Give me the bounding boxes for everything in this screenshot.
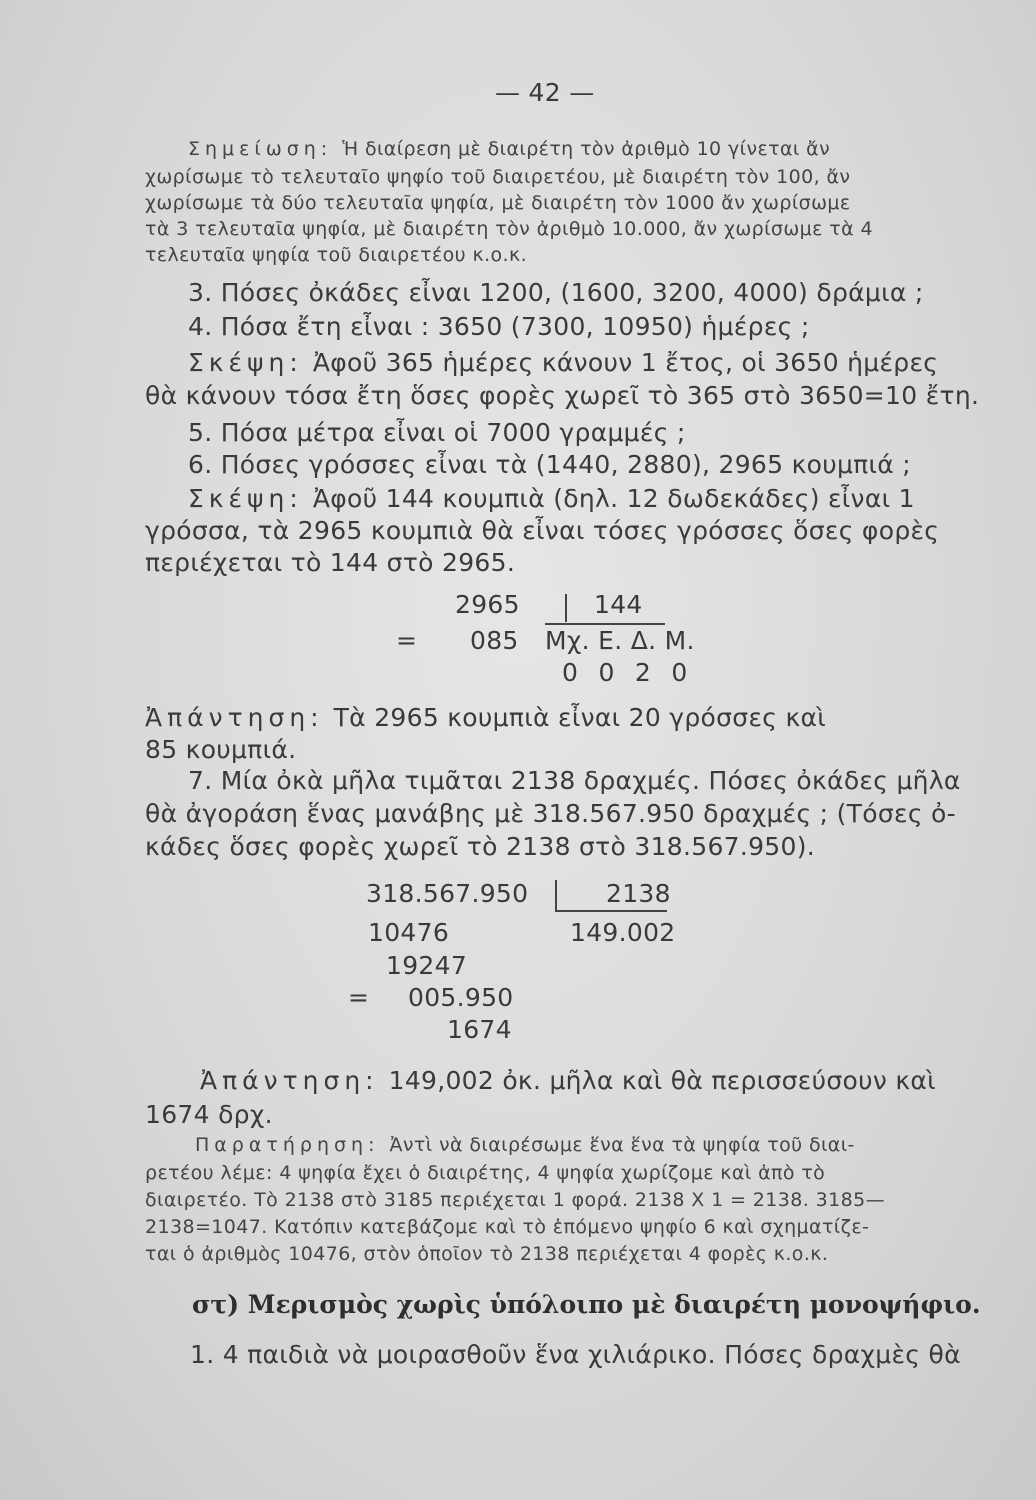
remark-label: Παρατήρηση: <box>195 1134 380 1156</box>
section-question-1: 1. 4 παιδιὰ νὰ μοιρασθοῦν ἕνα χιλιάρικο. Πόσες δραχμὲς θὰ <box>190 1340 961 1369</box>
question-6: 6. Πόσες γρόσσες εἶναι τὰ (1440, 2880), 2965 κουμπιά ; <box>188 450 912 479</box>
section-title: στ) Μερισμὸς χωρὶς ὑπόλοιπο μὲ διαιρέτη μονοψήφιο. <box>192 1290 981 1319</box>
think-2-line-1 <box>188 486 915 511</box>
remark-text: Ἀντὶ νὰ διαιρέσωμε ἕνα ἕνα τὰ ψηφία τοῦ διαι- <box>389 1134 855 1156</box>
remark-line-1 <box>195 1136 855 1155</box>
note-line-3: χωρίσωμε τὰ δύο τελευταῖα ψηφία, μὲ διαιρέτη τὸν 1000 ἄν χωρίσωμε <box>145 192 851 214</box>
note-label: Σημείωση: <box>188 138 333 160</box>
think-1-label: Σκέψη: <box>188 348 303 377</box>
remark-line-3: διαιρετέο. Τὸ 2138 στὸ 3185 περιέχεται 1 φορά. 2138 Χ 1 = 2138. 3185— <box>145 1189 885 1211</box>
division-1-dividend: 2965 <box>455 590 520 619</box>
division-2-step-3: 005.950 <box>408 983 514 1012</box>
question-7-line-3: κάδες ὅσες φορὲς χωρεῖ τὸ 2138 στὸ 318.567.950). <box>145 832 816 861</box>
division-2-step-1: 10476 <box>368 918 450 947</box>
answer-2-label: Ἀπάντηση: <box>200 1066 379 1095</box>
remark-line-2: ρετέου λέμε: 4 ψηφία ἔχει ὁ διαιρέτης, 4 ψηφία χωρίζομε καὶ ἀπὸ τὸ <box>145 1162 826 1184</box>
division-2-underline <box>555 910 667 912</box>
note-line-1 <box>188 140 1003 159</box>
division-2-step-2: 19247 <box>386 951 468 980</box>
think-1-line-2: θὰ κάνουν τόσα ἔτη ὅσες φορὲς χωρεῖ τὸ 365 στὸ 3650=10 ἔτη. <box>145 381 980 410</box>
division-1-equals: = <box>396 626 418 655</box>
page-number: — 42 — <box>495 78 595 107</box>
answer-2-line-2: 1674 δρχ. <box>145 1100 273 1129</box>
note-text: Ἡ διαίρεση μὲ διαιρέτη τὸν ἀριθμὸ 10 γίνεται ἄν <box>342 138 831 160</box>
question-7-line-1: 7. Μία ὀκὰ μῆλα τιμᾶται 2138 δραχμές. Πόσες ὀκάδες μῆλα <box>188 766 961 795</box>
remark-line-5: ται ὁ ἀριθμὸς 10476, στὸν ὁποῖον τὸ 2138 περιέχεται 4 φορὲς κ.ο.κ. <box>145 1243 829 1265</box>
division-2-equals: = <box>348 983 370 1012</box>
think-2-line-2: γρόσσα, τὰ 2965 κουμπιὰ θὰ εἶναι τόσες γρόσσες ὅσες φορὲς <box>145 516 940 545</box>
think-1-text: Ἀφοῦ 365 ἡμέρες κάνουν 1 ἔτος, οἱ 3650 ἡμέρες <box>312 348 939 377</box>
remark-line-4: 2138=1047. Κατόπιν κατεβάζομε καὶ τὸ ἑπόμενο ψηφίο 6 καὶ σχηματίζε- <box>145 1216 870 1238</box>
think-2-line-3: περιέχεται τὸ 144 στὸ 2965. <box>145 548 516 577</box>
question-7-line-2: θὰ ἀγοράση ἕνας μανάβης μὲ 318.567.950 δραχμές ; (Τόσες ὀ- <box>145 799 956 828</box>
note-line-5: τελευταῖα ψηφία τοῦ διαιρετέου κ.ο.κ. <box>145 244 528 266</box>
division-1-divisor: 144 <box>594 590 643 619</box>
answer-1-text: Τὰ 2965 κουμπιὰ εἶναι 20 γρόσσες καὶ <box>333 703 827 732</box>
division-2-quotient: 149.002 <box>570 918 676 947</box>
answer-1-line-2: 85 κουμπιά. <box>145 735 297 764</box>
division-1-quotient: 0 0 2 0 <box>562 658 688 687</box>
division-2-remainder: 1674 <box>447 1015 512 1044</box>
question-5: 5. Πόσα μέτρα εἶναι οἱ 7000 γραμμές ; <box>188 418 686 447</box>
question-4: 4. Πόσα ἔτη εἶναι : 3650 (7300, 10950) ἡμέρες ; <box>188 312 810 341</box>
question-3: 3. Πόσες ὀκάδες εἶναι 1200, (1600, 3200, 4000) δράμια ; <box>188 278 924 307</box>
think-1-line-1 <box>188 350 938 375</box>
division-2-dividend: 318.567.950 <box>366 879 529 908</box>
think-2-text: Ἀφοῦ 144 κουμπιὰ (δηλ. 12 δωδεκάδες) εἶναι 1 <box>312 484 915 513</box>
division-1-remainder: 085 <box>470 626 519 655</box>
think-2-label: Σκέψη: <box>188 484 303 513</box>
division-1-units: Μχ. Ε. Δ. Μ. <box>545 626 695 655</box>
division-1-bar <box>565 594 567 622</box>
division-1-underline <box>545 623 665 625</box>
answer-2-line-1 <box>200 1068 936 1093</box>
note-line-4: τὰ 3 τελευταῖα ψηφία, μὲ διαιρέτη τὸν ἀριθμὸ 10.000, ἄν χωρίσωμε τὰ 4 <box>145 218 873 240</box>
division-2-divisor: 2138 <box>606 879 671 908</box>
answer-2-text: 149,002 ὀκ. μῆλα καὶ θὰ περισσεύσουν καὶ <box>388 1066 936 1095</box>
answer-1-label: Ἀπάντηση: <box>145 703 324 732</box>
division-2-bar <box>555 880 557 910</box>
note-line-2: χωρίσωμε τὸ τελευταῖο ψηφίο τοῦ διαιρετέου, μὲ διαιρέτη τὸν 100, ἄν <box>145 166 851 188</box>
answer-1-line-1 <box>145 705 826 730</box>
